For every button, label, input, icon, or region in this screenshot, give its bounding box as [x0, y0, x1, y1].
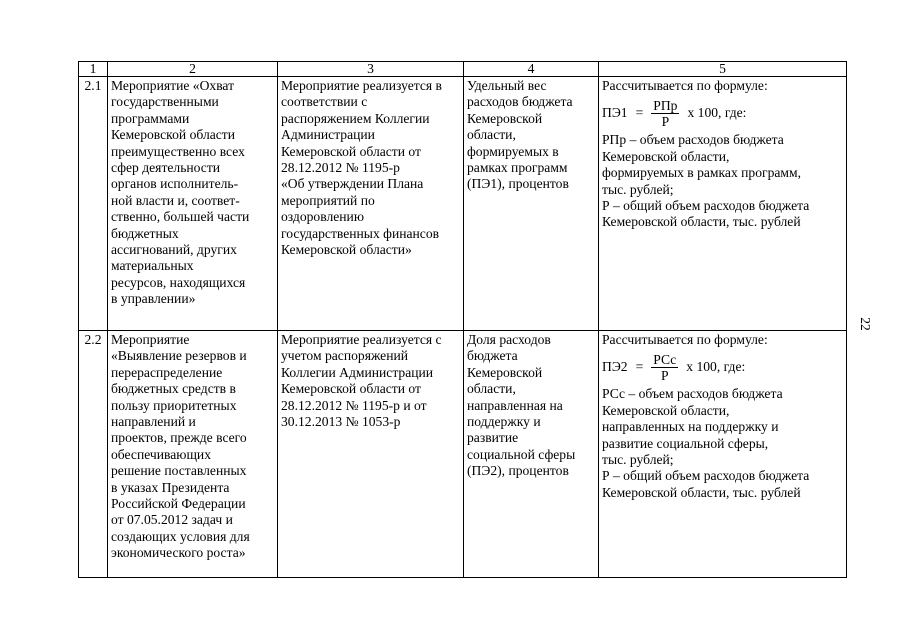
event-cell: [108, 331, 278, 578]
event-line: пользу приоритетных: [111, 397, 237, 413]
event-line: Российской Федерации: [111, 496, 246, 512]
indicator-line: области,: [467, 381, 516, 397]
event-line: обеспечивающих: [111, 446, 211, 462]
method-line: Кемеровской области, тыс. рублей: [602, 214, 801, 230]
event-line: Кемеровской области: [111, 127, 236, 143]
event-line: материальных: [111, 258, 194, 274]
formula-tail: х 100, где:: [687, 105, 747, 121]
method-line: Кемеровской области, тыс. рублей: [602, 484, 801, 500]
formula: [602, 94, 843, 132]
event-line: преимущественно всех: [111, 143, 245, 159]
event-line: бюджетных: [111, 225, 179, 241]
basis-cell: [278, 77, 464, 331]
basis-line: Администрации: [281, 127, 375, 143]
event-line: от 07.05.2012 задач и: [111, 512, 233, 528]
event-line: ресурсов, находящихся: [111, 274, 246, 290]
basis-line: 28.12.2012 № 1195-р: [281, 160, 400, 176]
formula-numerator: РСс: [653, 351, 677, 367]
basis-line: государственных финансов: [281, 225, 440, 241]
event-line: Мероприятие: [111, 332, 190, 347]
indicator-line: (ПЭ1), процентов: [467, 176, 569, 192]
event-line: проектов, прежде всего: [111, 430, 247, 446]
method-line: направленных на поддержку и: [602, 419, 779, 435]
indicator-line: рамках программ: [467, 160, 568, 176]
event-line: Мероприятие «Охват: [111, 78, 235, 93]
method-line: Кемеровской области,: [602, 402, 730, 418]
method-cell: [599, 77, 847, 331]
method-line: Кемеровской области,: [602, 148, 730, 164]
page-number: 22: [857, 317, 873, 331]
indicator-line: социальной сферы: [467, 446, 576, 462]
method-line: РСс – объем расходов бюджета: [602, 386, 783, 402]
column-number-row: [79, 62, 847, 77]
basis-line: 30.12.2013 № 1053-р: [281, 414, 401, 430]
formula-lhs: ПЭ1: [602, 105, 628, 121]
basis-line: Мероприятие реализуется в: [281, 78, 442, 93]
indicator-cell: [464, 77, 599, 331]
basis-line: оздоровлению: [281, 209, 364, 225]
method-line: Р – общий объем расходов бюджета: [602, 198, 810, 214]
basis-line: мероприятий по: [281, 192, 375, 208]
column-number-1: 1: [79, 62, 108, 77]
indicator-line: Кемеровской: [467, 364, 543, 380]
indicator-line: бюджета: [467, 348, 518, 364]
event-line: решение поставленных: [111, 463, 247, 479]
row-number: 2.2: [79, 331, 108, 578]
formula-equals: =: [635, 105, 644, 121]
method-line: тыс. рублей;: [602, 452, 674, 468]
column-number-4: 4: [464, 62, 599, 77]
formula-lhs: ПЭ2: [602, 359, 628, 375]
event-line: создающих условия для: [111, 528, 250, 544]
table-row: [79, 331, 847, 578]
indicator-cell: [464, 331, 599, 578]
indicator-line: поддержку и: [467, 414, 541, 430]
basis-line: Коллегии Администрации: [281, 364, 434, 380]
method-line: развитие социальной сферы,: [602, 435, 769, 451]
column-number-2: 2: [108, 62, 278, 77]
event-line: ассигнований, других: [111, 242, 237, 258]
column-number-5: 5: [599, 62, 847, 77]
indicator-line: формируемых в: [467, 143, 559, 159]
method-cell: [599, 331, 847, 578]
indicator-line: расходов бюджета: [467, 94, 573, 110]
event-line: в указах Президента: [111, 479, 230, 495]
basis-line: Мероприятие реализуется с: [281, 332, 442, 347]
basis-line: Кемеровской области»: [281, 242, 412, 258]
formula: [602, 348, 843, 386]
basis-line: Кемеровской области от: [281, 143, 421, 159]
event-line: «Выявление резервов и: [111, 348, 247, 364]
event-line: программами: [111, 110, 190, 126]
method-intro: Рассчитывается по формуле:: [602, 78, 768, 93]
document-table: [78, 61, 847, 578]
method-line: РПр – объем расходов бюджета: [602, 132, 784, 148]
indicator-line: (ПЭ2), процентов: [467, 463, 569, 479]
formula-fraction: [651, 98, 679, 129]
indicator-line: области,: [467, 127, 516, 143]
event-line: бюджетных средств в: [111, 381, 236, 397]
indicator-line: Кемеровской: [467, 110, 543, 126]
formula-denominator: Р: [660, 367, 669, 383]
event-line: органов исполнитель-: [111, 176, 239, 192]
formula-denominator: Р: [661, 113, 670, 129]
method-line: формируемых в рамках программ,: [602, 165, 802, 181]
event-line: экономического роста»: [111, 545, 246, 561]
method-line: Р – общий объем расходов бюджета: [602, 468, 810, 484]
event-line: государственными: [111, 94, 219, 110]
indicator-line: Удельный вес: [467, 78, 547, 93]
formula-tail: х 100, где:: [686, 359, 746, 375]
event-cell: [108, 77, 278, 331]
indicator-line: направленная на: [467, 397, 563, 413]
table-row: [79, 77, 847, 331]
basis-cell: [278, 331, 464, 578]
event-line: направлений и: [111, 414, 196, 430]
method-intro: Рассчитывается по формуле:: [602, 332, 768, 347]
indicator-line: развитие: [467, 430, 519, 446]
basis-line: распоряжением Коллегии: [281, 110, 430, 126]
column-number-3: 3: [278, 62, 464, 77]
row-number: 2.1: [79, 77, 108, 331]
basis-line: Кемеровской области от: [281, 381, 421, 397]
basis-line: 28.12.2012 № 1195-р и от: [281, 397, 427, 413]
basis-line: «Об утверждении Плана: [281, 176, 424, 192]
basis-line: соответствии с: [281, 94, 368, 110]
formula-equals: =: [635, 359, 644, 375]
method-line: тыс. рублей;: [602, 181, 674, 197]
event-line: в управлении»: [111, 291, 196, 307]
basis-line: учетом распоряжений: [281, 348, 409, 364]
event-line: ной власти и, соответ-: [111, 192, 240, 208]
event-line: ственно, большей части: [111, 209, 250, 225]
event-line: перераспределение: [111, 364, 223, 380]
formula-fraction: [651, 352, 678, 383]
event-line: сфер деятельности: [111, 160, 221, 176]
formula-numerator: РПр: [653, 97, 678, 113]
indicator-line: Доля расходов: [467, 332, 551, 347]
